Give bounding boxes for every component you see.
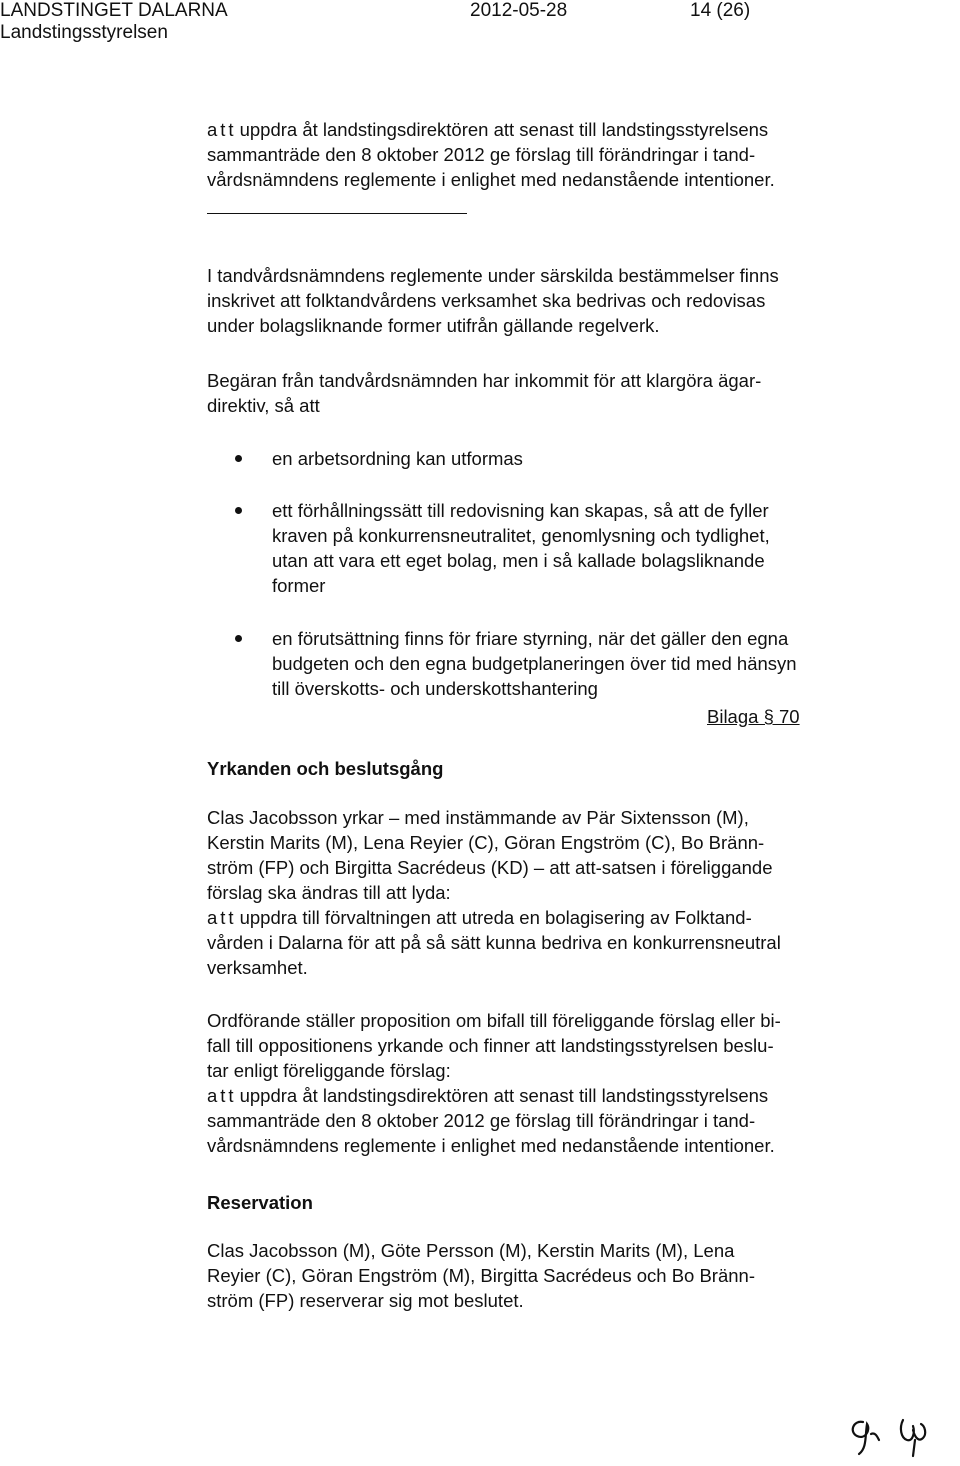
- text-line: inskrivet att folktandvårdens verksamhet ska bedrivas och redovisas: [207, 290, 766, 311]
- text-line: en förutsättning finns för friare styrning, när det gäller den egna: [272, 628, 789, 649]
- separator-line: [207, 213, 467, 214]
- att-keyword: att: [207, 119, 237, 140]
- bullet-icon: [235, 455, 242, 462]
- text-line: Kerstin Marits (M), Lena Reyier (C), Göran Engström (C), Bo Bränn-: [207, 832, 765, 853]
- header-organization: [0, 0, 228, 44]
- text-line: tar enligt föreliggande förslag:: [207, 1060, 451, 1081]
- text-line: ström (FP) och Birgitta Sacrédeus (KD) – att att-satsen i föreliggande: [207, 857, 773, 878]
- text-line: Begäran från tandvårdsnämnden har inkommit för att klargöra ägar-: [207, 370, 762, 391]
- text-line: Reyier (C), Göran Engström (M), Birgitta Sacrédeus och Bo Bränn-: [207, 1265, 755, 1286]
- text-line: kraven på konkurrensneutralitet, genomlysning och tydlighet,: [272, 525, 770, 546]
- text-line: former: [272, 575, 326, 596]
- text-line: I tandvårdsnämndens reglemente under särskilda bestämmelser finns: [207, 265, 779, 286]
- text-line: sammanträde den 8 oktober 2012 ge förslag till förändringar i tand-: [207, 1110, 756, 1131]
- text-line: ett förhållningssätt till redovisning kan skapas, så att de fyller: [272, 500, 769, 521]
- header-page-number: 14 (26): [690, 0, 751, 21]
- bullet-icon: [235, 635, 242, 642]
- text-line: vårdsnämndens reglemente i enlighet med nedanstående intentioner.: [207, 169, 775, 190]
- text-line: Clas Jacobsson (M), Göte Persson (M), Kerstin Marits (M), Lena: [207, 1240, 735, 1261]
- text-line: till överskotts- och underskottshantering: [272, 678, 598, 699]
- text-line: fall till oppositionens yrkande och finner att landstingsstyrelsen beslu-: [207, 1035, 774, 1056]
- bullet-icon: [235, 507, 242, 514]
- text-line: under bolagsliknande former utifrån gällande regelverk.: [207, 315, 660, 336]
- paragraph-regulation: [207, 263, 907, 338]
- text-line: Ordförande ställer proposition om bifall till föreliggande förslag eller bi-: [207, 1010, 781, 1031]
- paragraph-reservation: [207, 1238, 907, 1313]
- header-org-name: LANDSTINGET DALARNA: [0, 0, 228, 21]
- att-keyword: att: [207, 1085, 237, 1106]
- text-line: verksamhet.: [207, 957, 308, 978]
- paragraph-decision: [207, 1008, 907, 1158]
- header-department: Landstingsstyrelsen: [0, 22, 168, 43]
- text-line: uppdra till förvaltningen att utreda en bolagisering av Folktand-: [239, 907, 752, 928]
- text-line: vården i Dalarna för att på så sätt kunna bedriva en konkurrensneutral: [207, 932, 781, 953]
- att-clause-1: [207, 117, 907, 192]
- paragraph-motion: [207, 805, 907, 980]
- text-line: sammanträde den 8 oktober 2012 ge förslag till förändringar i tand-: [207, 144, 756, 165]
- text-line: uppdra åt landstingsdirektören att senast till landstingsstyrelsens: [239, 119, 769, 140]
- bullet-list-2: [207, 498, 907, 598]
- bullet-list-1: [207, 446, 907, 471]
- bullet-list-3: [207, 626, 907, 701]
- text-line: direktiv, så att: [207, 395, 320, 416]
- att-keyword: att: [207, 907, 237, 928]
- signature-icon: [845, 1410, 955, 1460]
- text-line: uppdra åt landstingsdirektören att senast till landstingsstyrelsens: [239, 1085, 769, 1106]
- text-line: förslag ska ändras till att lyda:: [207, 882, 451, 903]
- paragraph-request: [207, 368, 907, 418]
- section-heading-motions: Yrkanden och beslutsgång: [207, 758, 444, 779]
- header-date: 2012-05-28: [470, 0, 568, 21]
- list-item: [207, 498, 907, 598]
- list-item: [207, 446, 907, 471]
- appendix-reference: Bilaga § 70: [707, 706, 800, 727]
- section-heading-reservation: Reservation: [207, 1192, 313, 1213]
- list-item: [207, 626, 907, 701]
- text-line: en arbetsordning kan utformas: [272, 448, 523, 469]
- text-line: ström (FP) reserverar sig mot beslutet.: [207, 1290, 524, 1311]
- text-line: utan att vara ett eget bolag, men i så kallade bolagsliknande: [272, 550, 765, 571]
- text-line: vårdsnämndens reglemente i enlighet med nedanstående intentioner.: [207, 1135, 775, 1156]
- text-line: budgeten och den egna budgetplaneringen över tid med hänsyn: [272, 653, 797, 674]
- text-line: Clas Jacobsson yrkar – med instämmande av Pär Sixtensson (M),: [207, 807, 749, 828]
